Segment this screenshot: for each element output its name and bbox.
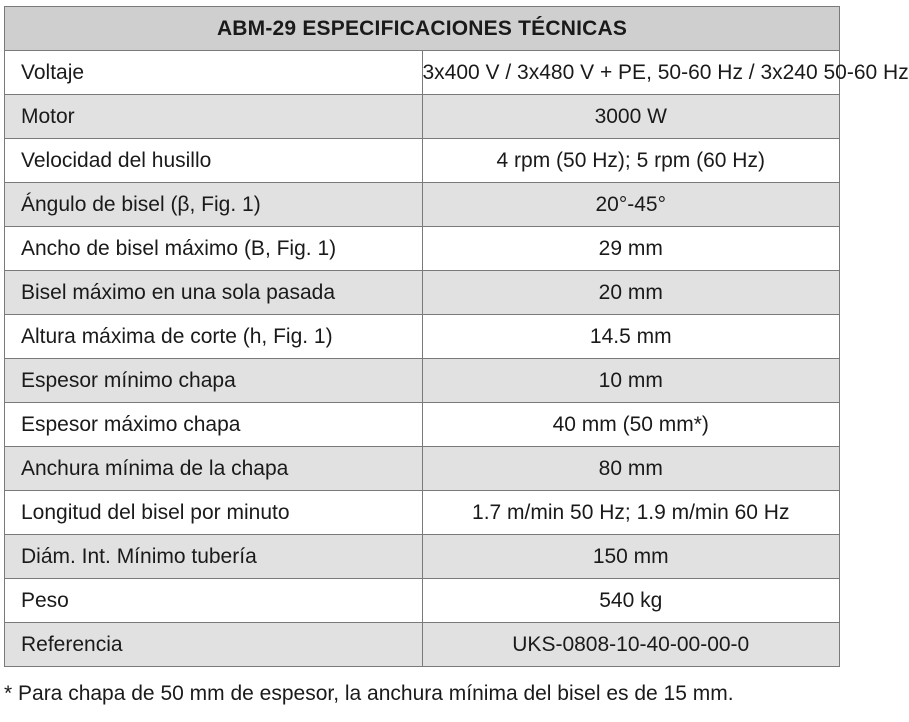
row-label: Peso bbox=[5, 579, 423, 623]
row-label: Anchura mínima de la chapa bbox=[5, 447, 423, 491]
row-label: Ángulo de bisel (β, Fig. 1) bbox=[5, 183, 423, 227]
table-row bbox=[5, 271, 840, 315]
row-label: Espesor mínimo chapa bbox=[5, 359, 423, 403]
row-value: UKS-0808-10-40-00-00-0 bbox=[422, 623, 840, 667]
row-value: 3x400 V / 3x480 V + PE, 50-60 Hz / 3x240 50-60 Hz bbox=[422, 51, 840, 95]
table-row bbox=[5, 491, 840, 535]
table-row bbox=[5, 139, 840, 183]
row-value: 14.5 mm bbox=[422, 315, 840, 359]
row-value: 40 mm (50 mm*) bbox=[422, 403, 840, 447]
row-label: Bisel máximo en una sola pasada bbox=[5, 271, 423, 315]
table-row bbox=[5, 95, 840, 139]
table-row bbox=[5, 535, 840, 579]
spec-table bbox=[4, 6, 909, 667]
table-row bbox=[5, 51, 840, 95]
spec-table-title: ABM-29 ESPECIFICACIONES TÉCNICAS bbox=[5, 7, 840, 51]
row-label: Voltaje bbox=[5, 51, 423, 95]
row-value: 20°-45° bbox=[422, 183, 840, 227]
spec-table-header-row bbox=[5, 7, 840, 51]
row-value: 29 mm bbox=[422, 227, 840, 271]
row-label: Velocidad del husillo bbox=[5, 139, 423, 183]
table-row bbox=[5, 403, 840, 447]
row-value: 3000 W bbox=[422, 95, 840, 139]
row-label: Altura máxima de corte (h, Fig. 1) bbox=[5, 315, 423, 359]
row-value: 1.7 m/min 50 Hz; 1.9 m/min 60 Hz bbox=[422, 491, 840, 535]
table-row bbox=[5, 227, 840, 271]
row-value: 80 mm bbox=[422, 447, 840, 491]
row-label: Diám. Int. Mínimo tubería bbox=[5, 535, 423, 579]
table-row bbox=[5, 183, 840, 227]
table-row bbox=[5, 579, 840, 623]
spec-table-body bbox=[5, 51, 909, 667]
row-value: 20 mm bbox=[422, 271, 840, 315]
table-row bbox=[5, 315, 840, 359]
row-value: 540 kg bbox=[422, 579, 840, 623]
row-value: 10 mm bbox=[422, 359, 840, 403]
table-row bbox=[5, 623, 840, 667]
row-label: Referencia bbox=[5, 623, 423, 667]
row-label: Espesor máximo chapa bbox=[5, 403, 423, 447]
footnote: * Para chapa de 50 mm de espesor, la anchura mínima del bisel es de 15 mm. bbox=[4, 682, 734, 705]
row-label: Motor bbox=[5, 95, 423, 139]
table-row bbox=[5, 359, 840, 403]
row-label: Ancho de bisel máximo (B, Fig. 1) bbox=[5, 227, 423, 271]
table-row bbox=[5, 447, 840, 491]
row-value: 4 rpm (50 Hz); 5 rpm (60 Hz) bbox=[422, 139, 840, 183]
row-label: Longitud del bisel por minuto bbox=[5, 491, 423, 535]
row-value: 150 mm bbox=[422, 535, 840, 579]
